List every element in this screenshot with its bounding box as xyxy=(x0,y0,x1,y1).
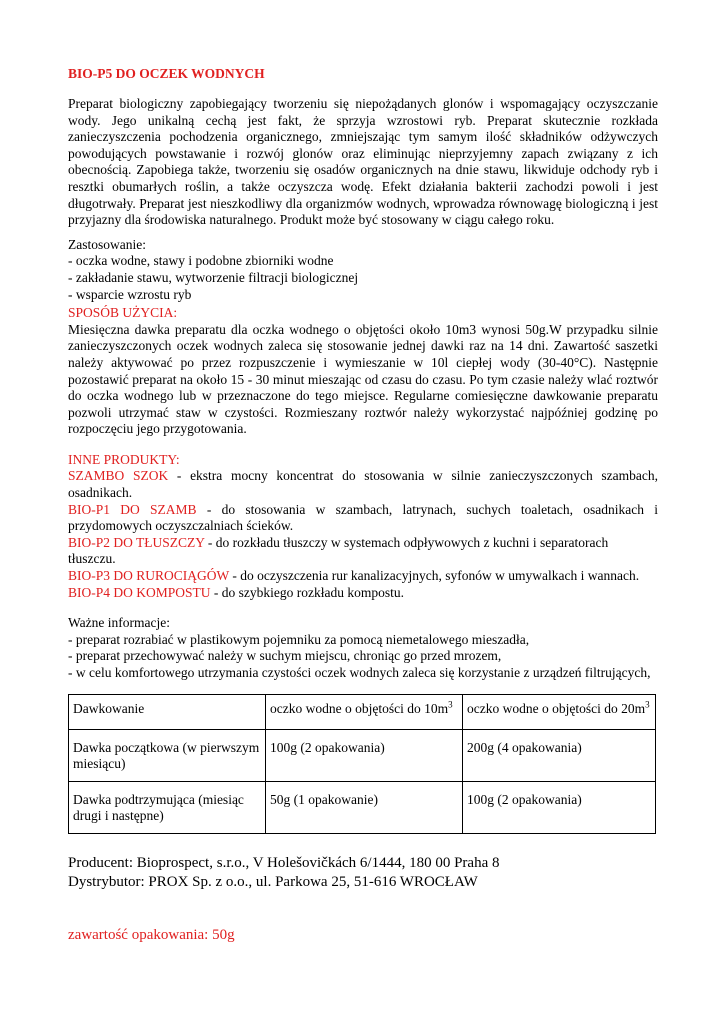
other-products-heading: INNE PRODUKTY: xyxy=(68,451,180,467)
document-page xyxy=(68,66,658,945)
product-entry xyxy=(68,585,658,602)
product-entry xyxy=(68,568,658,585)
table-header-row xyxy=(69,694,656,729)
usage-section xyxy=(68,237,658,303)
intro-paragraph: Preparat biologiczny zapobiegający tworzeniu się niepożądanych glonów i wspomagający oczyszczanie wody. Jego unikalną cechą jest fakt, że sprzyja wzrostowi ryb. Preparat skutecznie rozkłada zanieczyszczenia pochodzenia organicznego, zmniejszając tym samym ilość składników odżywczych powodujących powstawanie i rozwój glonów oraz eliminując nieprzyjemny zapach związany z ich obecnością. Zapobiega także, tworzeniu się osadów organicznych na dnie stawu, likwiduje odchody ryb i resztki obumarłych roślin, a także oczyszcza wodę. Efekt działania bakterii zachodzi powoli i jest długotrwały. Preparat jest nieszkodliwy dla organizmów wodnych, wprowadza równowagę biologiczną i jest przyjazny dla środowiska naturalnego. Produkt może być stosowany w ciągu całego roku. xyxy=(68,96,658,228)
table-cell: 100g (2 opakowania) xyxy=(463,781,656,833)
product-entry xyxy=(68,502,658,535)
info-heading: Ważne informacje: xyxy=(68,615,170,631)
table-cell: 100g (2 opakowania) xyxy=(266,729,463,781)
header-text: oczko wodne o objętości do 20m xyxy=(467,700,646,716)
usage-heading: Zastosowanie: xyxy=(68,236,146,252)
table-row xyxy=(69,781,656,833)
table-cell: Dawka początkowa (w pierwszym miesiącu) xyxy=(69,729,266,781)
product-desc: - do oczyszczenia rur kanalizacyjnych, syfonów w umywalkach i wannach. xyxy=(229,568,640,584)
info-item: - w celu komfortowego utrzymania czystości oczek wodnych zaleca się korzystanie z urządzeń filtrujących, xyxy=(68,665,651,680)
product-desc: - do rozkładu tłuszczy w systemach odpływowych z kuchni i separatorach tłuszczu. xyxy=(68,534,609,567)
package-contents: zawartość opakowania: 50g xyxy=(68,926,235,943)
table-header-cell xyxy=(463,694,656,729)
dosage-table xyxy=(68,694,656,834)
product-desc: - do stosowania w szambach, latrynach, suchych toaletach, osadnikach i przydomowych oczyszczalniach ścieków. xyxy=(68,501,659,534)
method-heading: SPOSÓB UŻYCIA: xyxy=(68,305,178,321)
producer-line: Producent: Bioprospect, s.r.o., V Holešovičkách 6/1444, 180 00 Praha 8 xyxy=(68,854,500,871)
info-item: - preparat rozrabiać w plastikowym pojemniku za pomocą niemetalowego mieszadła, xyxy=(68,631,530,647)
distributor-line: Dystrybutor: PROX Sp. z o.o., ul. Parkowa 25, 51-616 WROCŁAW xyxy=(68,873,478,890)
product-name: SZAMBO SZOK xyxy=(68,468,169,484)
table-header-cell xyxy=(266,694,463,729)
product-desc: - ekstra mocny koncentrat do stosowania w silnie zanieczyszczonych szambach, osadnikach. xyxy=(68,468,658,501)
info-section xyxy=(68,615,658,681)
other-products-section xyxy=(68,452,658,601)
header-text: oczko wodne o objętości do 10m xyxy=(270,700,449,716)
info-item: - preparat przechowywać należy w suchym miejscu, chroniąc go przed mrozem, xyxy=(68,648,502,664)
producer-block xyxy=(68,854,658,892)
usage-item: - wsparcie wzrostu ryb xyxy=(68,286,192,302)
product-name: BIO-P1 DO SZAMB xyxy=(68,501,197,517)
method-paragraph: Miesięczna dawka preparatu dla oczka wodnego o objętości około 10m3 wynosi 50g.W przypadku silnie zanieczyszczonych oczek wodnych zaleca się stosowanie jednej dawki raz na 14 dni. Zawartość saszetki należy aktywować po przez rozpuszczenie i wymieszanie w 10l ciepłej wody (30-40°C). Następnie pozostawić preparat na około 15 - 30 minut mieszając od czasu do czasu. Po tym czasie należy wlać roztwór do oczka wodnego lub w przeznaczone do tego miejsce. Regularne comiesięczne dawkowanie preparatu pozwoli utrzymać staw w czystości. Rozmieszany roztwór należy wykorzystać najpóźniej godzinę po rozpoczęciu jego przygotowania. xyxy=(68,321,658,437)
product-name: BIO-P3 DO RUROCIĄGÓW xyxy=(68,568,230,584)
table-row xyxy=(69,729,656,781)
table-header-cell: Dawkowanie xyxy=(69,694,266,729)
unit-superscript: 3 xyxy=(645,699,650,710)
product-name: BIO-P4 DO KOMPOSTU xyxy=(68,584,211,600)
product-desc: - do szybkiego rozkładu kompostu. xyxy=(210,584,404,600)
product-name: BIO-P2 DO TŁUSZCZY xyxy=(68,534,205,550)
table-cell: 50g (1 opakowanie) xyxy=(266,781,463,833)
product-entry xyxy=(68,468,658,501)
unit-superscript: 3 xyxy=(448,699,453,710)
product-entry xyxy=(68,535,658,568)
usage-item: - oczka wodne, stawy i podobne zbiorniki wodne xyxy=(68,253,334,269)
table-cell: Dawka podtrzymująca (miesiąc drugi i następne) xyxy=(69,781,266,833)
product-title: BIO-P5 DO OCZEK WODNYCH xyxy=(68,66,265,81)
usage-item: - zakładanie stawu, wytworzenie filtracji biologicznej xyxy=(68,269,359,285)
table-cell: 200g (4 opakowania) xyxy=(463,729,656,781)
method-section xyxy=(68,305,658,438)
